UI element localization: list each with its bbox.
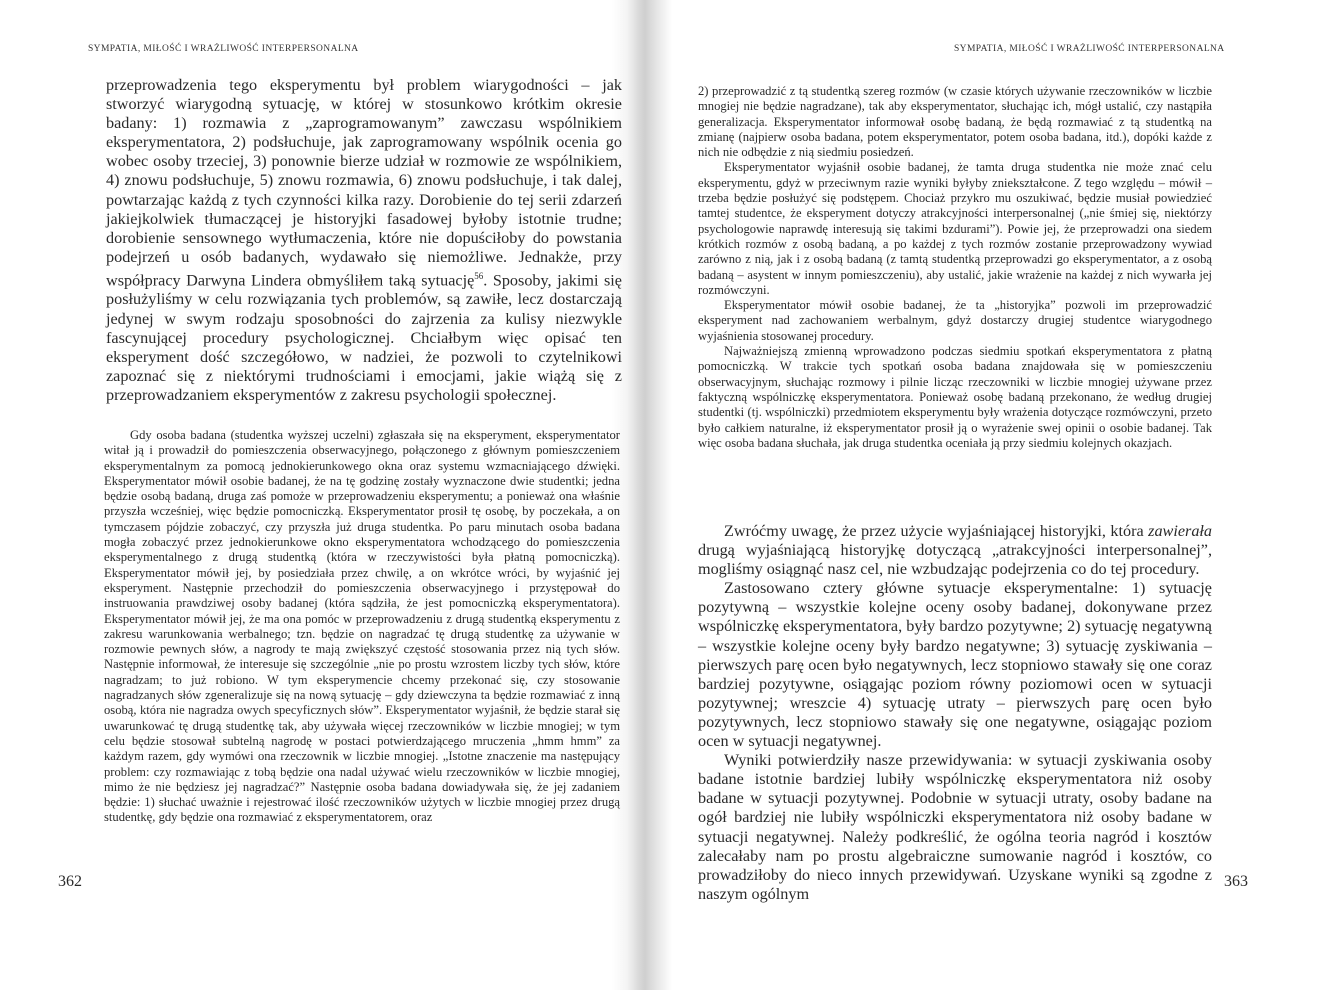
main-paragraph-text: drugą wyjaśniającą historyjkę dotyczącą „atrakcyjności interpersonalnej”, mogliśmy osiągnąć nasz cel, nie wzbudzając podejrzenia co do tej procedury. [698,541,1212,579]
main-text [698,522,1212,904]
main-paragraph-text: przeprowadzenia tego eksperymentu był problem wiarygodności – jak stworzyć wiarygodną sytuację, w której w stosunkowo krótkim okresie badany: 1) rozmawia z „zaprogramowanym” zawczasu wspólnikiem eksperymentatora, 2) podsłuchuje, jak zaprogramowany wspólnik ocenia go wobec osoby trzeciej, 3) ponownie bierze udział w rozmowie ze wspólnikiem, 4) znowu podsłuchuje, 5) znowu rozmawia, 6) znowu podsłuchuje, i tak dalej, powtarzając każdą z tych czynności kilka razy. Dorobienie do tej serii zdarzeń jakiejkolwiek tłumaczącej je historyjki fasadowej byłoby istotnie trudne; dorobienie sensownego wytłumaczenia, które nie dopuściłoby do powstania podejrzeń u osób badanych, wydawało się niemożliwe. Jednakże, przy współpracy Darwyna Lindera obmyśliłem taką sytuację [106,76,622,290]
procedure-paragraph: Eksperymentator wyjaśnił osobie badanej, że tamta druga studentka nie może znać celu eksperymentu, gdyż w przeciwnym razie wyniki byłyby zniekształcone. Z tego względu – mówił – trzeba będzie posłużyć się podstępem. Chociaż przykro mu oszukiwać, będzie musiał powiedzieć tamtej studentce, że eksperyment dotyczy atrakcyjności interpersonalnej („nie śmiej się, niektórzy psychologowie naprawdę interesują się takimi bzdurami”). Powie jej, że przeprowadzi ona siedem krótkich rozmów z osobą badaną, a po każdej z tych rozmów zostanie przeprowadzony wywiad zarówno z nią, jak i z osobą badaną (z tamtą studentką przeprowadzi go eksperymentator, a z osobą badaną – asystent w innym pomieszczeniu), aby ustalić, jakie wrażenie na każdej z nich wywarła jej rozmówczyni. [698,160,1212,297]
page-number: 363 [1224,873,1248,890]
main-paragraph-text: Zwróćmy uwagę, że przez użycie wyjaśniającej historyjki, która [724,522,1149,540]
procedure-description [104,428,620,826]
procedure-description [698,84,1212,451]
main-paragraph: Wyniki potwierdziły nasze przewidywania: w sytuacji zyskiwania osoby badane istotnie bardziej lubiły wspólniczkę eksperymentatora niż osoby badane w sytuacji pozytywnej. Podobnie w sytuacji utraty, osoby badane na ogół bardziej nie lubiły wspólniczki eksperymentatora niż osoby badane w sytuacji negatywnej. Należy podkreślić, że ogólna teoria nagród i kosztów zalecałaby nam po prostu algebraiczne sumowanie nagród i kosztów, co prowadziłoby do nieco innych przewidywań. Uzyskane wyniki są zgodne z naszym ogólnym [698,751,1212,903]
main-paragraph: Zastosowano cztery główne sytuacje eksperymentalne: 1) sytuację pozytywną – wszystkie kolejne oceny osoby badanej, dokonywane przez wspólniczkę eksperymentatora, były bardzo pozytywne; 2) sytuację negatywną – wszystkie kolejne oceny były bardzo negatywne; 3) sytuację zyskiwania – pierwszych parę ocen było negatywnych, lecz stopniowo stawały się one coraz bardziej pozytywne, osiągając poziom równy poziomowi ocen w sytuacji pozytywnej; wreszcie 4) sytuację utraty – pierwszych parę ocen było pozytywnych, lecz stopniowo stawały się one negatywne, osiągając poziom ocen w sytuacji negatywnej. [698,579,1212,751]
procedure-paragraph: Gdy osoba badana (studentka wyższej uczelni) zgłaszała się na eksperyment, eksperymentator witał ją i prowadził do pomieszczenia obserwacyjnego, połączonego z głównym pomieszczeniem eksperymentalnym za pomocą jednokierunkowego okna oraz systemu wzmacniającego dźwięki. Eksperymentator mówił osobie badanej, że na tę godzinę zostały wyznaczone dwie studentki; jedna będzie osobą badaną, druga zaś pomoże w przeprowadzeniu eksperymentu; a ponieważ ona właśnie przyszła wcześniej, więc będzie pomocniczką. Eksperymentator prosił tę osobę, by poczekała, a on tymczasem pójdzie zobaczyć, czy przyszła już druga studentka. Po paru minutach osoba badana mogła zobaczyć przez jednokierunkowe okno eksperymentatora wchodzącego do pomieszczenia eksperymentalnego z drugą studentką (która w rzeczywistości była płatną pomocniczką). Eksperymentator mówił jej, by posiedziała przez chwilę, a on wkrótce wróci, by wyjaśnić jej eksperyment. Następnie przechodził do pomieszczenia obserwacyjnego i przystępował do instruowania prawdziwej osoby badanej (która sądziła, że jest pomocniczką eksperymentatora). Eksperymentator mówił jej, że ma ona pomóc w przeprowadzeniu z drugą studentką eksperymentu z zakresu warunkowania werbalnego; tzn. będzie on nagradzać tę drugą studentkę za używanie w rozmowie pewnych słów, a nagrody te mają zwiększyć częstość stosowania przez nią tych słów. Następnie informował, że interesuje się szczególnie „nie po prostu wzrostem liczby tych słów, które nagradzam; to już robiono. W tym eksperymencie chcemy przekonać się, czy stosowanie nagradzanych słów zgeneralizuje się na nową sytuację – gdy dziewczyna ta będzie rozmawiać z inną osobą, która nie nagradza owych specyficznych słów”. Eksperymentator wyjaśnił, że będzie starał się uwarunkować tę drugą studentkę tak, aby używała więcej rzeczowników w liczbie mnogiej; w tym celu będzie stosował subtelną nagrodę w postaci potwierdzającego mruczenia „hmm hmm” za każdym razem, gdy wymówi ona rzeczownik w liczbie mnogiej. „Istotne znaczenie ma następujący problem: czy rozmawiając z tobą będzie ona nadal używać wielu rzeczowników w liczbie mnogiej, mimo że nie będziesz jej nagradzać?” Następnie osoba badana dowiadywała się, że jej zadaniem będzie: 1) słuchać uważnie i rejestrować ilość rzeczowników użytych w liczbie mnogiej przez drugą studentkę, gdy będzie ona rozmawiać z eksperymentatorem, oraz [104,428,620,825]
right-page [640,0,1340,990]
page-number: 362 [58,873,82,890]
procedure-paragraph: 2) przeprowadzić z tą studentką szereg rozmów (w czasie których używanie rzeczowników w liczbie mnogiej nie będzie nagradzane), tak aby eksperymentator, słuchając ich, mógł ustalić, czy nastąpiła generalizacja. Eksperymentator informował osobę badaną, że będą rozmawiać z tą studentką na zmianę (najpierw osoba badana, potem eksperymentator, potem osoba badana, itd.), dopóki każde z nich nie odbędzie z nią siedmiu posiedzeń. [698,84,1212,160]
main-paragraph-continuation: . Sposoby, jakimi się posłużyliśmy w celu rozwiązania tych problemów, są zawiłe, lecz dostarczają jedynej w swym rodzaju sposobności do zajrzenia za kulisy niezwykle fascynującej procedury psychologicznej. Chciałbym więc opisać ten eksperyment dość szczegółowo, w nadziei, że pozwoli to czytelnikowi zapoznać się z niektórymi trudnościami i emocjami, jakie wiążą się z przeprowadzaniem eksperymentów z zakresu psychologii społecznej. [106,271,622,404]
procedure-paragraph: Eksperymentator mówił osobie badanej, że ta „historyjka” pozwoli im przeprowadzić eksperyment nad zachowaniem werbalnym, gdyż dostarczy drugiej studentce wiarygodnego wyjaśnienia stosowanej procedury. [698,298,1212,343]
running-head: SYMPATIA, MIŁOŚĆ I WRAŻLIWOŚĆ INTERPERSONALNA [954,44,1225,54]
running-head: SYMPATIA, MIŁOŚĆ I WRAŻLIWOŚĆ INTERPERSONALNA [88,44,359,54]
procedure-paragraph: Najważniejszą zmienną wprowadzono podczas siedmiu spotkań eksperymentatora z płatną pomocniczką. W trakcie tych spotkań osoba badana znajdowała się w pomieszczeniu obserwacyjnym, słuchając rozmowy i pilnie licząc rzeczowniki w liczbie mnogiej używane przez faktyczną wspólniczkę eksperymentatora. Ponieważ osobę badaną przekonano, że według drugiej studentki (tj. wspólniczki) przedmiotem eksperymentu były wrażenia dotyczące rozmówczyni, przeto było całkiem naturalne, iż eksperymentator prosił ją o wyrażenie swej opinii o osobie badanej. Tak więc osoba badana słuchała, jak druga studentka oceniała ją przy siedmiu kolejnych okazjach. [698,344,1212,450]
emphasis-word: zawierała [1148,522,1212,540]
left-page [0,0,640,990]
footnote-reference: 56 [474,270,484,281]
main-text [106,76,622,405]
main-paragraph [106,76,622,405]
main-paragraph [698,522,1212,579]
